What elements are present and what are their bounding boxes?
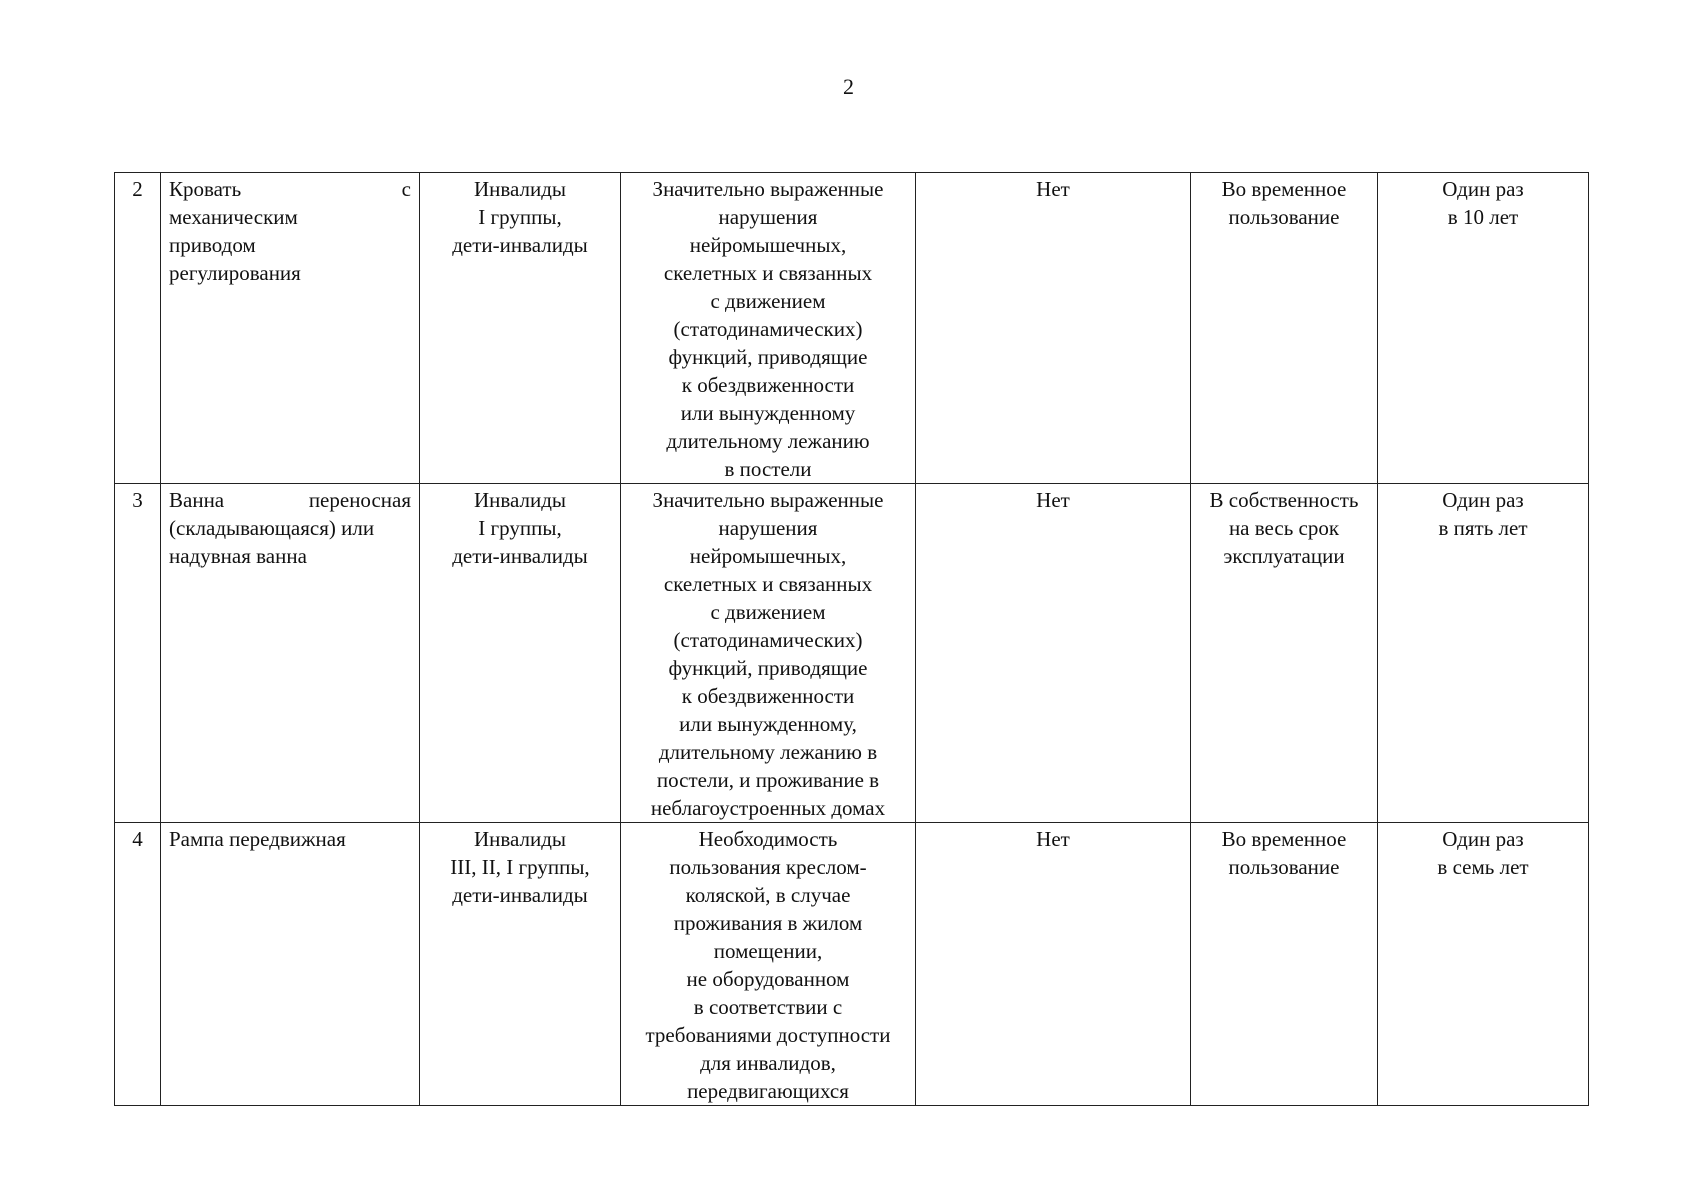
contraindications-cell [916, 173, 1191, 484]
provision-mode-cell [1191, 823, 1378, 1106]
indications-text: Необходимость пользования креслом- коляской, в случае проживания в жилом помещении, не оборудованном в соответствии с требованиями доступности для инвалидов, передвигающихся [645, 827, 891, 1103]
item-name-cell [161, 484, 420, 823]
replacement-term-cell [1378, 823, 1589, 1106]
indications-text: Значительно выраженные нарушения нейромышечных, скелетных и связанных с движением (статодинамических) функций, приводящие к обездвиженности или вынужденному, длительному лежанию в постели, и проживание в неблагоустроенных домах [650, 488, 886, 820]
item-name-line: регулирования [169, 261, 301, 285]
item-name-line: надувная ванна [169, 544, 307, 568]
disability-group-cell [420, 823, 621, 1106]
page-number: 2 [843, 74, 854, 99]
contraindications-text: Нет [1036, 827, 1070, 851]
contraindications-cell [916, 823, 1191, 1106]
contraindications-text: Нет [1036, 488, 1070, 512]
disability-group-text: Инвалиды I группы, дети-инвалиды [452, 488, 588, 568]
row-number-cell: 2 [115, 173, 161, 484]
provision-mode-text: Во временное пользование [1221, 827, 1347, 879]
disability-group-cell [420, 484, 621, 823]
replacement-term-cell [1378, 484, 1589, 823]
row-number-cell: 3 [115, 484, 161, 823]
indications-cell [621, 173, 916, 484]
item-name-line: приводом [169, 233, 256, 257]
indications-text: Значительно выраженные нарушения нейромышечных, скелетных и связанных с движением (статодинамических) функций, приводящие к обездвиженности или вынужденному длительному лежанию в постели [652, 177, 884, 481]
replacement-term-text: Один раз в семь лет [1437, 827, 1529, 879]
provision-mode-text: Во временное пользование [1221, 177, 1347, 229]
indications-cell [621, 484, 916, 823]
disability-group-text: Инвалиды III, II, I группы, дети-инвалиды [450, 827, 590, 907]
provision-mode-text: В собственность на весь срок эксплуатации [1209, 488, 1359, 568]
item-name-line: Ванна переносная [169, 488, 411, 512]
disability-group-text: Инвалиды I группы, дети-инвалиды [452, 177, 588, 257]
item-name-cell [161, 173, 420, 484]
item-name-line: Рампа передвижная [169, 827, 346, 851]
indications-cell [621, 823, 916, 1106]
contraindications-text: Нет [1036, 177, 1070, 201]
row-number-cell: 4 [115, 823, 161, 1106]
provision-mode-cell [1191, 173, 1378, 484]
item-name-line: Кровать с [169, 177, 411, 201]
provision-mode-cell [1191, 484, 1378, 823]
contraindications-cell [916, 484, 1191, 823]
table-row [115, 484, 1589, 823]
item-name-line: механическим [169, 205, 298, 229]
replacement-term-text: Один раз в 10 лет [1442, 177, 1524, 229]
disability-group-cell [420, 173, 621, 484]
table-row [115, 173, 1589, 484]
replacement-term-text: Один раз в пять лет [1438, 488, 1528, 540]
item-name-cell [161, 823, 420, 1106]
item-name-line: (складывающаяся) или [169, 516, 375, 540]
table-row [115, 823, 1589, 1106]
replacement-term-cell [1378, 173, 1589, 484]
provision-table [114, 172, 1589, 1106]
